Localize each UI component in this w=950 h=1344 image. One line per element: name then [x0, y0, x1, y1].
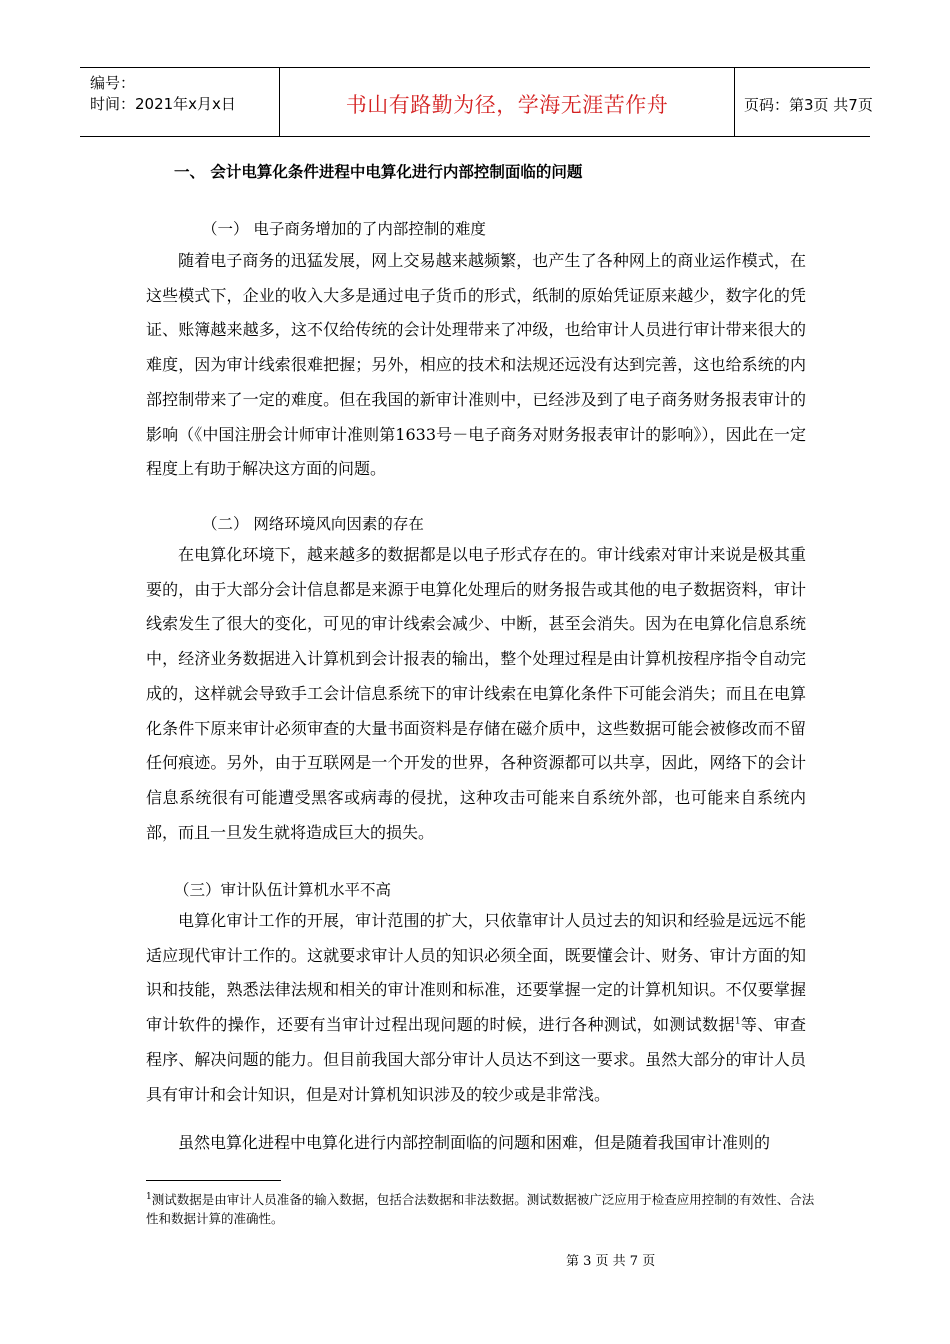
document-header	[80, 67, 873, 137]
footnote-reference[interactable]: 1	[734, 1016, 741, 1027]
header-page-code: 页码：第3页 共7页	[744, 95, 873, 114]
subsection-1-title: （一） 电子商务增加的了内部控制的难度	[202, 220, 486, 238]
paragraph-1: 随着电子商务的迅猛发展，网上交易越来越频繁，也产生了各种网上的商业运作模式，在这些模式下，企业的收入大多是通过电子货币的形式，纸制的原始凭证原来越少，数字化的凭证、账簿越来越多，这不仅给传统的会计处理带来了冲级，也给审计人员进行审计带来很大的难度，因为审计线索很难把握；另外，相应的技术和法规还远没有达到完善，这也给系统的内部控制带来了一定的难度。但在我国的新审计准则中，已经涉及到了电子商务财务报表审计的影响（《中国注册会计师审计准则第1633号－电子商务对财务报表审计的影响》），因此在一定程度上有助于解决这方面的问题。	[146, 251, 806, 479]
header-motto: 书山有路勤为径，学海无涯苦作舟	[280, 68, 735, 136]
footnote-mark: 1	[146, 1191, 152, 1202]
document-number-label: 编号：	[90, 74, 136, 92]
document-time-label: 时间：2021年x月x日	[90, 95, 236, 113]
subsection-3-title: （三）审计队伍计算机水平不高	[174, 881, 392, 899]
subsection-2-title: （二） 网络环境风向因素的存在	[202, 515, 424, 533]
paragraph-3-part-1: 电算化审计工作的开展，审计范围的扩大，只依靠审计人员过去的知识和经验是远远不能适应现代审计工作的。这就要求审计人员的知识必须全面，既要懂会计、财务、审计方面的知识和技能，熟悉法律法规和相关的审计准则和标准，还要掌握一定的计算机知识。不仅要掌握审计软件的操作，还要有当审计过程出现问题的时候，进行各种测试，如测试数据	[146, 911, 806, 1035]
paragraph-2: 在电算化环境下，越来越多的数据都是以电子形式存在的。审计线索对审计来说是极其重要的，由于大部分会计信息都是来源于电算化处理后的财务报告或其他的电子数据资料，审计线索发生了很大的变化，可见的审计线索会减少、中断，甚至会消失。因为在电算化信息系统中，经济业务数据进入计算机到会计报表的输出，整个处理过程是由计算机按程序指令自动完成的，这样就会导致手工会计信息系统下的审计线索在电算化条件下可能会消失；而且在电算化条件下原来审计必须审查的大量书面资料是存储在磁介质中，这些数据可能会被修改而不留任何痕迹。另外，由于互联网是一个开发的世界，各种资源都可以共享，因此，网络下的会计信息系统很有可能遭受黑客或病毒的侵扰，这种攻击可能来自系统外部，也可能来自系统内部，而且一旦发生就将造成巨大的损失。	[146, 545, 806, 842]
footnote-divider	[146, 1180, 281, 1181]
footnote	[146, 1190, 816, 1228]
paragraph-3-part-2: 等、审查程序、解决问题的能力。但目前我国大部分审计人员达不到这一要求。虽然大部分的审计人员具有审计和会计知识，但是对计算机知识涉及的较少或是非常浅。	[146, 1015, 806, 1104]
footnote-text: 测试数据是由审计人员准备的输入数据，包括合法数据和非法数据。测试数据被广泛应用于检查应用控制的有效性、合法性和数据计算的准确性。	[146, 1192, 815, 1226]
section-title: 一、 会计电算化条件进程中电算化进行内部控制面临的问题	[174, 163, 583, 181]
page-footer: 第 3 页 共 7 页	[566, 1254, 656, 1269]
paragraph-4: 虽然电算化进程中电算化进行内部控制面临的问题和困难，但是随着我国审计准则的	[178, 1133, 771, 1152]
header-meta-cell	[80, 68, 280, 136]
paragraph-3	[146, 904, 806, 1112]
